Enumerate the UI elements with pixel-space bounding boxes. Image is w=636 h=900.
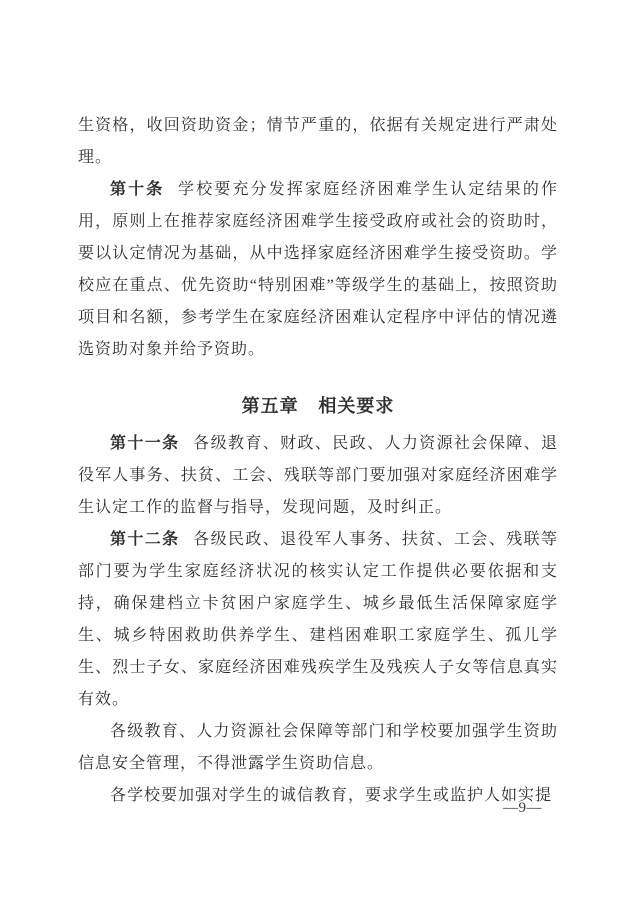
paragraph-continuation: 生资格，收回资助资金；情节严重的，依据有关规定进行严肃处理。	[78, 117, 558, 166]
page-number: —9—	[503, 800, 542, 816]
chapter-title: 相关要求	[318, 396, 395, 416]
article-12-label: 第十二条	[110, 531, 180, 548]
paragraph-article-10	[78, 174, 558, 366]
article-11-text: 各级教育、财政、民政、人力资源社会保障、退役军人事务、扶贫、工会、残联等部门要加强对家庭经济困难学生认定工作的监督与指导，发现问题，及时纠正。	[78, 435, 558, 516]
article-10-label: 第十条	[110, 181, 165, 198]
chapter-number: 第五章	[241, 396, 299, 416]
paragraph-integrity-education: 各学校要加强对学生的诚信教育，要求学生或监护人如实提	[110, 787, 553, 804]
article-11-label: 第十一条	[110, 435, 180, 452]
chapter-heading	[78, 390, 558, 422]
paragraph-article-11	[78, 428, 558, 524]
paragraph-article-12	[78, 524, 558, 716]
paragraph-info-security: 各级教育、人力资源社会保障等部门和学校要加强学生资助信息安全管理，不得泄露学生资助信息。	[78, 723, 558, 772]
article-12-text: 各级民政、退役军人事务、扶贫、工会、残联等部门要为学生家庭经济状况的核实认定工作提供必要依据和支持，确保建档立卡贫困户家庭学生、城乡最低生活保障家庭学生、城乡特困救助供养学生、建档困难职工家庭学生、孤儿学生、烈士子女、家庭经济困难残疾学生及残疾人子女等信息真实有效。	[78, 531, 558, 708]
article-10-text: 学校要充分发挥家庭经济困难学生认定结果的作用，原则上在推荐家庭经济困难学生接受政府或社会的资助时，要以认定情况为基础，从中选择家庭经济困难学生接受资助。学校应在重点、优先资助“特别困难”等级学生的基础上，按照资助项目和名额，参考学生在家庭经济困难认定程序中评估的情况遴选资助对象并给予资助。	[78, 181, 558, 358]
